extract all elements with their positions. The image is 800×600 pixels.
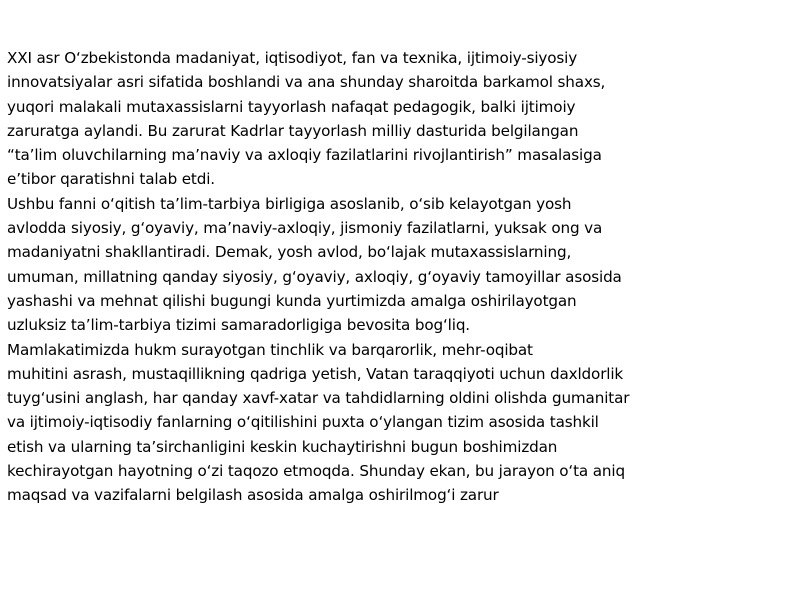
text-line: kechirayotgan hayotning o‘zi taqozo etmoqda. Shunday ekan, bu jarayon o‘ta aniq [7,462,625,481]
text-line: Mamlakatimizda hukm surayotgan tinchlik va barqarorlik, mehr-oqibat [7,340,533,359]
text-line: maqsad va vazifalarni belgilash asosida amalga oshirilmog‘i zarur [7,486,499,505]
text-line: umuman, millatning qanday siyosiy, g‘oyaviy, axloqiy, g‘oyaviy tamoyillar asosida [7,267,622,286]
document-body [7,46,787,508]
text-line: Ushbu fanni o‘qitish ta’lim-tarbiya birligiga asoslanib, o‘sib kelayotgan yosh [7,194,572,213]
text-line: yuqori malakali mutaxassislarni tayyorlash nafaqat pedagogik, balki ijtimoiy [7,97,576,116]
text-line: avlodda siyosiy, g‘oyaviy, ma’naviy-axloqiy, jismoniy fazilatlarni, yuksak ong va [7,219,603,238]
text-line: va ijtimoiy-iqtisodiy fanlarning o‘qitilishini puxta o‘ylangan tizim asosida tashkil [7,413,599,432]
text-line: zaruratga aylandi. Bu zarurat Kadrlar tayyorlash milliy dasturida belgilangan [7,121,579,140]
text-line: madaniyatni shakllantiradi. Demak, yosh avlod, bo‘lajak mutaxassislarning, [7,243,572,262]
text-line: e’tibor qaratishni talab etdi. [7,170,215,189]
text-line: yashashi va mehnat qilishi bugungi kunda yurtimizda amalga oshirilayotgan [7,291,577,310]
text-line: muhitini asrash, mustaqillikning qadriga yetish, Vatan taraqqiyoti uchun daxldorlik [7,364,624,383]
text-line: innovatsiyalar asri sifatida boshlandi va ana shunday sharoitda barkamol shaxs, [7,73,606,92]
text-line: tuyg‘usini anglash, har qanday xavf-xatar va tahdidlarning oldini olishda gumanitar [7,389,630,408]
text-line: uzluksiz ta’lim-tarbiya tizimi samaradorligiga bevosita bog‘liq. [7,316,470,335]
text-line: etish va ularning ta’sirchanligini keskin kuchaytirishni bugun boshimizdan [7,437,558,456]
text-line: XXI asr O‘zbekistonda madaniyat, iqtisodiyot, fan va texnika, ijtimoiy-siyosiy [7,49,578,67]
text-line: “ta’lim oluvchilarning ma’naviy va axloqiy fazilatlarini rivojlantirish” masalasiga [7,146,602,165]
